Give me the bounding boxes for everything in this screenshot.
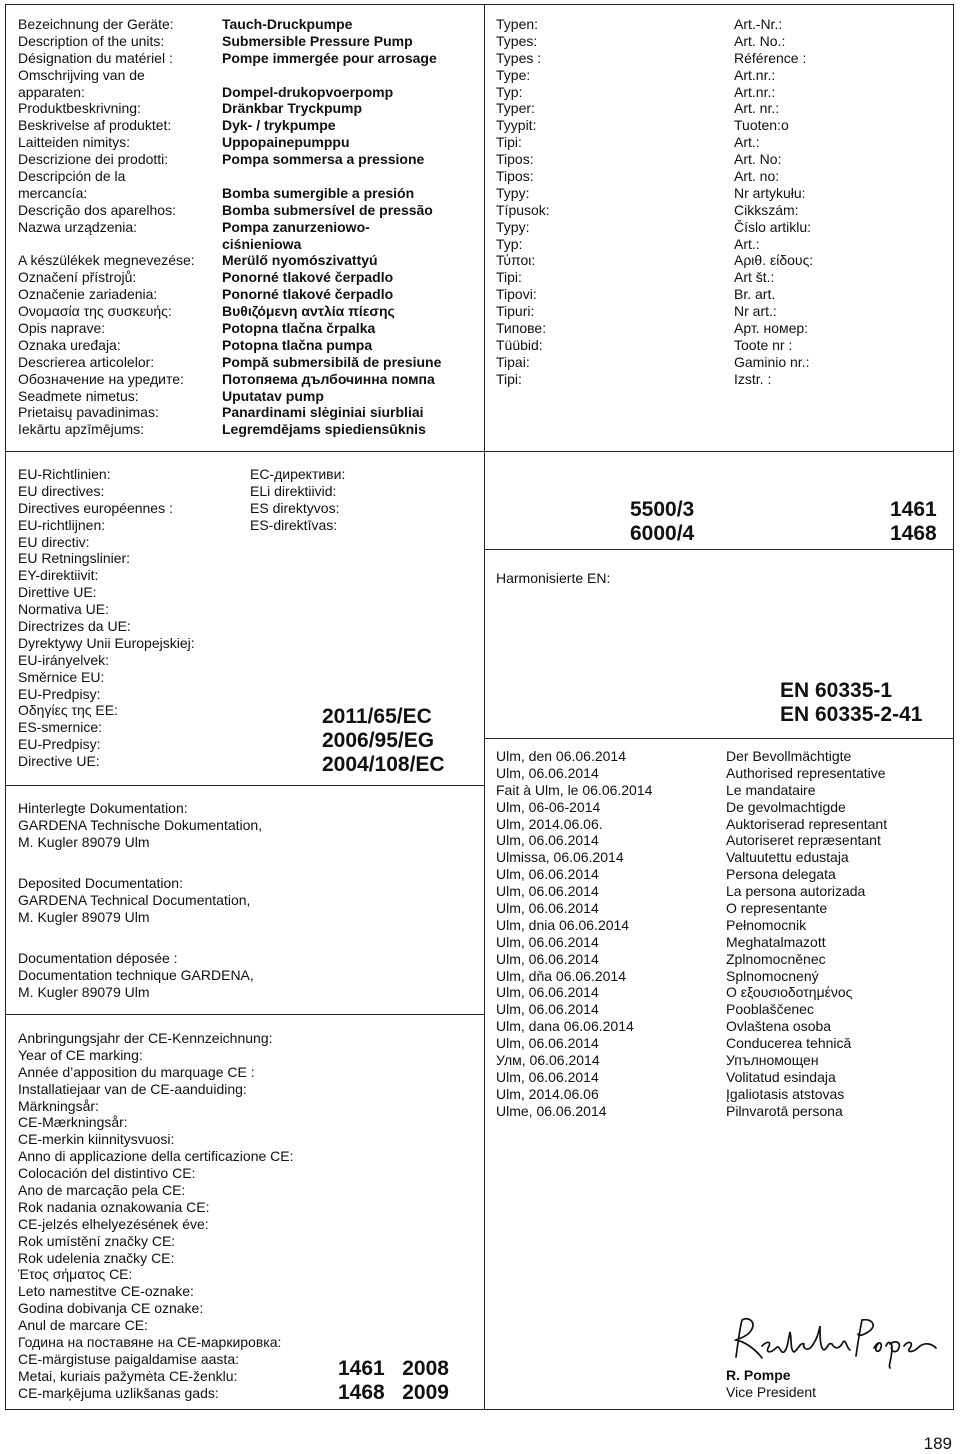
- unit-labels-line: Nazwa urządzenia:: [18, 218, 138, 235]
- directive-labels-right-line: ЕС-директиви:: [250, 466, 346, 482]
- ce-marking-labels-line: Year of CE marking:: [18, 1046, 143, 1063]
- unit-labels-line: Laitteiden nimitys:: [18, 134, 131, 151]
- ce-marking-labels-line: Anno di applicazione della certificazione CE:: [18, 1148, 294, 1165]
- representative-titles-line: Volitatud esindaja: [726, 1068, 836, 1085]
- art-labels-line: Izstr. :: [734, 370, 772, 387]
- unit-names-line: [222, 67, 441, 84]
- unit-names-line: Potopna tlačna pumpa: [222, 336, 373, 353]
- unit-names-line: Βυθιζόμενη αντλία πίεσης: [222, 303, 395, 320]
- page-number: 189: [923, 1434, 952, 1453]
- type-labels-line: Typy:: [496, 184, 530, 201]
- unit-labels-line: Iekārtu apzīmējums:: [18, 421, 145, 438]
- type-labels-line: Tipi:: [496, 269, 522, 286]
- signing-dates-line: Улм, 06.06.2014: [496, 1052, 600, 1069]
- representative-titles-line: Valtuutettu edustaja: [726, 849, 849, 866]
- unit-labels-line: Označenie zariadenia:: [18, 286, 158, 303]
- directive-labels-left-line: Směrnice EU:: [18, 668, 105, 685]
- ce-art-number-1: 1461: [338, 1357, 385, 1380]
- ce-marking-labels-line: Rok udelenia značky CE:: [18, 1249, 175, 1266]
- type-labels-line: Tipovi:: [496, 286, 537, 303]
- art-labels-line: Cikkszám:: [734, 201, 799, 218]
- directive-labels-left: [18, 466, 195, 770]
- directive-labels-left-line: EU directiv:: [18, 533, 90, 550]
- type-labels: [496, 16, 550, 388]
- signing-dates: [496, 748, 652, 1120]
- horizontal-divider-left-docs: [5, 785, 484, 786]
- representative-titles-line: De gevolmachtigde: [726, 798, 846, 815]
- representative-titles-line: Persona delegata: [726, 866, 836, 883]
- signing-dates-line: Ulm, den 06.06.2014: [496, 748, 626, 764]
- art-numbers: [890, 498, 937, 546]
- unit-names-line: Dyk- / trykpumpe: [222, 117, 336, 134]
- art-labels-line: Art.nr.:: [734, 83, 776, 100]
- documentation-block-en-line: M. Kugler 89079 Ulm: [18, 908, 150, 925]
- signing-dates-line: Ulm, 06.06.2014: [496, 832, 599, 849]
- signing-dates-line: Ulm, 06.06.2014: [496, 1001, 599, 1018]
- directive-labels-right-line: ELi direktiivid:: [250, 482, 337, 499]
- representative-titles-line: Autoriseret repræsentant: [726, 832, 881, 849]
- signing-dates-line: Fait à Ulm, le 06.06.2014: [496, 781, 653, 798]
- signing-dates-line: Ulm, 06.06.2014: [496, 933, 599, 950]
- art-labels-line: Арт. номер:: [734, 320, 809, 337]
- ce-marking-labels-line: CE-jelzés elhelyezésének éve:: [18, 1215, 209, 1232]
- harmonised-standards-line: EN 60335-2-41: [780, 703, 923, 726]
- type-labels-line: Tipi:: [496, 370, 522, 387]
- unit-labels-line: Bezeichnung der Geräte:: [18, 16, 174, 32]
- art-labels-line: Art.:: [734, 235, 760, 252]
- unit-labels-line: Prietaisų pavadinimas:: [18, 404, 159, 421]
- documentation-block-de-line: M. Kugler 89079 Ulm: [18, 833, 150, 850]
- art-labels-line: Art. No.:: [734, 32, 786, 49]
- unit-names-line: ciśnieniowa: [222, 235, 302, 252]
- unit-labels-line: [18, 236, 195, 253]
- ce-art-number-2: 1468: [338, 1381, 385, 1404]
- unit-labels-line: Ονομασία της συσκευής:: [18, 303, 172, 320]
- documentation-block-fr-line: Documentation technique GARDENA,: [18, 966, 254, 983]
- ce-marking-labels-line: Година на поставяне на CE-маркировка:: [18, 1334, 282, 1351]
- type-labels-line: Tipai:: [496, 353, 530, 370]
- unit-labels-line: Обозначение на уредите:: [18, 370, 184, 387]
- signing-dates-line: Ulm, 06.06.2014: [496, 984, 599, 1001]
- art-labels-line: Art. no:: [734, 168, 780, 185]
- ce-marking-labels-line: Année d’apposition du marquage CE :: [18, 1063, 255, 1080]
- art-labels-line: Référence :: [734, 49, 807, 66]
- ce-marking-labels-line: Anul de marcare CE:: [18, 1317, 148, 1334]
- signing-dates-line: Ulm, 06.06.2014: [496, 1068, 599, 1085]
- unit-names-line: Uppopainepumppu: [222, 134, 350, 151]
- unit-names-line: Ponorné tlakové čerpadlo: [222, 286, 394, 303]
- representative-titles-line: Įgaliotasis atstovas: [726, 1085, 845, 1102]
- signing-dates-line: Ulm, dňa 06.06.2014: [496, 967, 626, 984]
- signing-dates-line: Ulm, 06.06.2014: [496, 1035, 599, 1052]
- art-labels-line: Tuoten:o: [734, 117, 789, 134]
- representative-titles-line: Pooblaščenec: [726, 1001, 814, 1018]
- representative-titles-line: Упълномощен: [726, 1052, 819, 1069]
- directive-labels-left-line: ES-smernice:: [18, 719, 103, 736]
- type-numbers-line: 6000/4: [630, 522, 695, 545]
- signing-dates-line: Ulm, 2014.06.06: [496, 1085, 599, 1102]
- art-labels-line: Číslo artiklu:: [734, 218, 812, 235]
- representative-titles-line: Pilnvarotā persona: [726, 1102, 843, 1119]
- ce-marking-labels-line: Rok nadania oznakowania CE:: [18, 1198, 210, 1215]
- unit-names-line: Legremdējams spiediensūknis: [222, 421, 426, 438]
- unit-names-line: Pompe immergée pour arrosage: [222, 49, 437, 66]
- type-labels-line: Tipos:: [496, 168, 534, 185]
- representative-titles-line: Ο εξουσιοδοτημένος: [726, 984, 853, 1001]
- representative-titles-line: Der Bevollmächtigte: [726, 748, 852, 764]
- unit-names-line: Uputatav pump: [222, 387, 324, 404]
- unit-labels-line: apparaten:: [18, 83, 85, 100]
- type-labels-line: Tipuri:: [496, 303, 535, 320]
- ce-marking-labels-line: Leto namestitve CE-oznake:: [18, 1283, 194, 1300]
- type-labels-line: Typer:: [496, 100, 535, 117]
- art-labels-line: Art.-Nr.:: [734, 16, 783, 32]
- unit-labels-line: Description of the units:: [18, 32, 165, 49]
- directive-labels-left-line: EU-richtlijnen:: [18, 516, 106, 533]
- directive-labels-left-line: EU-irányelvek:: [18, 651, 110, 668]
- art-labels-line: Toote nr :: [734, 336, 793, 353]
- representative-titles-line: Authorised representative: [726, 764, 886, 781]
- unit-labels-line: Opis naprave:: [18, 320, 106, 337]
- documentation-block-fr-line: M. Kugler 89079 Ulm: [18, 983, 150, 1000]
- directive-labels-left-line: EU directives:: [18, 482, 105, 499]
- harmonised-standards: [780, 679, 922, 727]
- unit-names-line: Pompă submersibilă de presiune: [222, 353, 442, 370]
- signing-dates-line: Ulme, 06.06.2014: [496, 1102, 607, 1119]
- horizontal-divider-top: [5, 451, 954, 452]
- directive-labels-left-line: Directives européennes :: [18, 499, 173, 516]
- art-labels-line: Art št.:: [734, 269, 775, 286]
- representative-titles: [726, 748, 887, 1120]
- directive-labels-left-line: Dyrektywy Unii Europejskiej:: [18, 634, 195, 651]
- type-labels-line: Tyypit:: [496, 117, 537, 134]
- type-labels-line: Типове:: [496, 320, 547, 337]
- directive-labels-left-line: Directrizes da UE:: [18, 618, 131, 635]
- signing-dates-line: Ulmissa, 06.06.2014: [496, 849, 624, 866]
- art-numbers-line: 1468: [890, 522, 937, 545]
- ce-marking-labels-line: CE-marķējuma uzlikšanas gads:: [18, 1384, 219, 1401]
- unit-labels-line: Produktbeskrivning:: [18, 100, 141, 117]
- documentation-block-fr: [18, 950, 254, 1001]
- signatory-title: Vice President: [726, 1384, 817, 1400]
- representative-titles-line: Meghatalmazott: [726, 933, 826, 950]
- unit-labels-line: Descripción de la: [18, 168, 126, 185]
- documentation-block-en: [18, 875, 250, 926]
- type-labels-line: Typ:: [496, 83, 523, 100]
- directive-labels-left-line: EU Retningslinier:: [18, 550, 131, 567]
- unit-names-line: Dränkbar Tryckpump: [222, 100, 363, 117]
- unit-names-line: Потопяема дълбочинна помпа: [222, 370, 435, 387]
- directive-labels-left-line: Normativa UE:: [18, 601, 110, 618]
- representative-titles-line: Ovlaštena osoba: [726, 1018, 832, 1035]
- art-labels-line: Nr artykułu:: [734, 184, 806, 201]
- type-labels-line: Tüübid:: [496, 336, 543, 353]
- ce-marking-labels-line: Metai, kuriais pažymėta CE-ženklu:: [18, 1367, 238, 1384]
- type-labels-line: Types:: [496, 32, 538, 49]
- signing-dates-line: Ulm, 2014.06.06.: [496, 815, 603, 832]
- ce-marking-labels-line: Märkningsår:: [18, 1097, 99, 1114]
- directive-labels-right-line: ES direktyvos:: [250, 499, 340, 516]
- directive-labels-left-line: EU-Predpisy:: [18, 685, 101, 702]
- unit-names-line: Tauch-Druckpumpe: [222, 16, 353, 32]
- unit-names-line: Potopna tlačna črpalka: [222, 320, 376, 337]
- unit-names-line: Dompel-drukopvoerpomp: [222, 83, 394, 100]
- unit-labels-line: Beskrivelse af produktet:: [18, 117, 172, 134]
- representative-titles-line: Splnomocnený: [726, 967, 819, 984]
- documentation-block-de-line: GARDENA Technische Dokumentation,: [18, 816, 263, 833]
- unit-labels-line: Descrição dos aparelhos:: [18, 201, 176, 218]
- unit-labels-line: Označení přístrojů:: [18, 269, 137, 286]
- signing-dates-line: Ulm, 06-06-2014: [496, 798, 601, 815]
- representative-titles-line: La persona autorizada: [726, 883, 866, 900]
- documentation-block-fr-line: Documentation déposée :: [18, 950, 178, 966]
- unit-names-line: Bomba submersível de pressão: [222, 201, 433, 218]
- unit-labels-line: Désignation du matériel :: [18, 49, 173, 66]
- signing-dates-line: Ulm, 06.06.2014: [496, 883, 599, 900]
- directive-values-line: 2004/108/EC: [322, 753, 445, 776]
- ce-marking-labels: [18, 1030, 294, 1402]
- directive-values-line: 2011/65/EC: [322, 705, 432, 728]
- type-numbers-line: 5500/3: [630, 498, 695, 521]
- signing-dates-line: Ulm, 06.06.2014: [496, 950, 599, 967]
- horizontal-divider-right-types: [484, 549, 954, 550]
- unit-names-line: Merülő nyomószivattyú: [222, 252, 378, 269]
- directive-labels-left-line: EU-Predpisy:: [18, 736, 101, 753]
- type-labels-line: Tipi:: [496, 134, 522, 151]
- ce-marking-labels-line: Installatiejaar van de CE-aanduiding:: [18, 1080, 247, 1097]
- directive-values: [322, 705, 445, 777]
- directive-labels-left-line: EY-direktiivit:: [18, 567, 99, 584]
- unit-labels-line: Omschrijving van de: [18, 66, 145, 83]
- type-labels-line: Typ:: [496, 235, 523, 252]
- documentation-block-de-line: Hinterlegte Dokumentation:: [18, 800, 188, 816]
- unit-names-line: [222, 168, 441, 185]
- vertical-divider: [484, 4, 485, 1410]
- art-labels-line: Nr art.:: [734, 303, 777, 320]
- type-labels-line: Type:: [496, 66, 531, 83]
- unit-labels: [18, 16, 195, 438]
- art-labels-line: Αριθ. είδους:: [734, 252, 814, 269]
- directive-labels-right-line: ES-direktīvas:: [250, 516, 338, 533]
- ce-marking-labels-line: CE-märgistuse paigaldamise aasta:: [18, 1350, 239, 1367]
- type-labels-line: Typen:: [496, 16, 539, 32]
- ce-marking-labels-line: Colocación del distintivo CE:: [18, 1165, 196, 1182]
- signing-dates-line: Ulm, dnia 06.06.2014: [496, 916, 630, 933]
- art-labels-line: Gaminio nr.:: [734, 353, 810, 370]
- type-labels-line: Tipos:: [496, 151, 534, 168]
- representative-titles-line: Pełnomocnik: [726, 916, 807, 933]
- representative-titles-line: Le mandataire: [726, 781, 816, 798]
- directive-values-line: 2006/95/EG: [322, 729, 435, 752]
- type-labels-line: Types :: [496, 49, 542, 66]
- representative-titles-line: O representante: [726, 900, 828, 917]
- ce-marking-labels-line: Έτος σήματος CE:: [18, 1266, 133, 1283]
- art-labels-line: Art.nr.:: [734, 66, 776, 83]
- harmonised-label: Harmonisierte EN:: [496, 570, 611, 586]
- ce-year-1: 2008: [402, 1357, 449, 1380]
- unit-names-line: Submersible Pressure Pump: [222, 32, 413, 49]
- ce-marking-row-2: [338, 1381, 449, 1405]
- unit-names-line: Pompa zanurzeniowo-: [222, 218, 370, 235]
- type-numbers: [630, 498, 694, 546]
- art-numbers-line: 1461: [890, 498, 937, 521]
- documentation-block-en-line: Deposited Documentation:: [18, 875, 183, 891]
- representative-titles-line: Zplnomocněnec: [726, 950, 826, 967]
- unit-labels-line: Descrierea articolelor:: [18, 353, 155, 370]
- unit-names: [222, 16, 441, 438]
- directive-labels-left-line: EU-Richtlinien:: [18, 466, 111, 482]
- ce-marking-labels-line: Rok umístění značky CE:: [18, 1232, 176, 1249]
- art-labels-line: Art.:: [734, 134, 760, 151]
- signing-dates-line: Ulm, dana 06.06.2014: [496, 1018, 634, 1035]
- signing-dates-line: Ulm, 06.06.2014: [496, 866, 599, 883]
- signing-dates-line: Ulm, 06.06.2014: [496, 900, 599, 917]
- art-labels-line: Br. art.: [734, 286, 776, 303]
- signature-image: [728, 1312, 943, 1370]
- horizontal-divider-right-standards: [484, 738, 954, 739]
- directive-labels-left-line: Οδηγίες της ΕΕ:: [18, 702, 118, 719]
- art-labels-line: Art. No:: [734, 151, 782, 168]
- signatory-name: R. Pompe: [726, 1367, 791, 1383]
- type-labels-line: Τύποι:: [496, 252, 536, 269]
- ce-marking-row-1: [338, 1357, 449, 1381]
- unit-labels-line: mercancía:: [18, 184, 88, 201]
- directive-labels-right: [250, 466, 345, 534]
- unit-names-line: Panardinami slėginiai siurbliai: [222, 404, 424, 421]
- documentation-block-en-line: GARDENA Technical Documentation,: [18, 891, 251, 908]
- signing-dates-line: Ulm, 06.06.2014: [496, 764, 599, 781]
- unit-labels-line: Descrizione dei prodotti:: [18, 151, 169, 168]
- ce-marking-labels-line: Godina dobivanja CE oznake:: [18, 1300, 204, 1317]
- type-labels-line: Típusok:: [496, 201, 550, 218]
- directive-labels-left-line: Directive UE:: [18, 753, 100, 770]
- art-labels: [734, 16, 813, 388]
- unit-names-line: Ponorné tlakové čerpadlo: [222, 269, 394, 286]
- representative-titles-line: Conducerea tehnică: [726, 1035, 852, 1052]
- unit-names-line: Bomba sumergible a presión: [222, 184, 415, 201]
- directive-labels-left-line: Direttive UE:: [18, 584, 97, 601]
- art-labels-line: Art. nr.:: [734, 100, 780, 117]
- documentation-block-de: [18, 800, 262, 851]
- unit-labels-line: Seadmete nimetus:: [18, 387, 139, 404]
- ce-marking-labels-line: CE-merkin kiinnitysvuosi:: [18, 1131, 175, 1148]
- ce-marking-labels-line: Anbringungsjahr der CE-Kennzeichnung:: [18, 1030, 273, 1046]
- ce-year-2: 2009: [402, 1381, 449, 1404]
- unit-labels-line: A készülékek megnevezése:: [18, 252, 195, 269]
- ce-marking-labels-line: Ano de marcação pela CE:: [18, 1182, 186, 1199]
- unit-labels-line: Oznaka uređaja:: [18, 336, 121, 353]
- horizontal-divider-left-ce: [5, 1014, 484, 1015]
- unit-names-line: Pompa sommersa a pressione: [222, 151, 425, 168]
- harmonised-standards-line: EN 60335-1: [780, 679, 893, 702]
- ce-marking-labels-line: CE-Mærkningsår:: [18, 1114, 128, 1131]
- representative-titles-line: Auktoriserad representant: [726, 815, 888, 832]
- type-labels-line: Typy:: [496, 218, 530, 235]
